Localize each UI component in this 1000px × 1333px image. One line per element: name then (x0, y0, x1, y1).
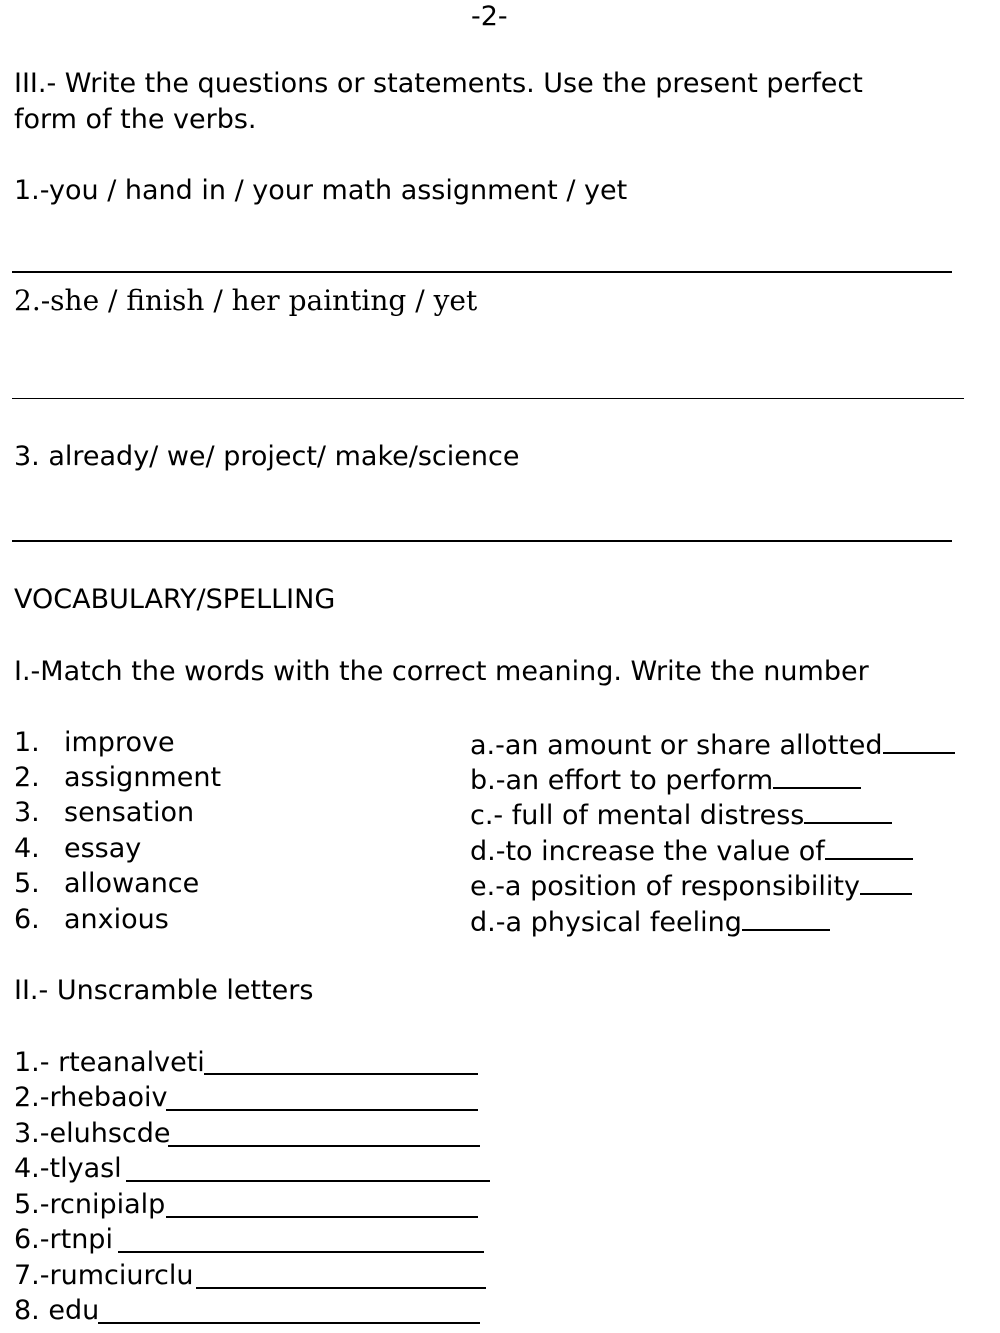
match-meaning-f: d.-a physical feeling (470, 903, 830, 940)
unscramble-item-2: 2.-rhebaoiv (14, 1082, 168, 1113)
unscramble-item-6: 6.-rtnpi (14, 1224, 113, 1255)
match-word-6: anxious (64, 904, 169, 935)
section3-heading-line1: III.- Write the questions or statements. Use the present perfect (14, 68, 863, 99)
unscramble-item-3: 3.-eluhscde (14, 1118, 171, 1149)
answer-line-1[interactable] (12, 271, 952, 273)
answer-line-2[interactable] (12, 398, 964, 399)
vocabulary-title: VOCABULARY/SPELLING (14, 584, 336, 615)
match-word-num-1: 1. (14, 727, 40, 758)
match-word-num-2: 2. (14, 762, 40, 793)
unscramble-blank-1[interactable] (204, 1073, 478, 1075)
unscramble-blank-5[interactable] (166, 1216, 478, 1218)
unscramble-item-7: 7.-rumciurclu (14, 1260, 194, 1291)
answer-line-3[interactable] (12, 540, 952, 542)
match-word-4: essay (64, 833, 142, 864)
question-item-2: 2.-she / finish / her painting / yet (14, 284, 478, 317)
question-item-3: 3. already/ we/ project/ make/science (14, 441, 520, 472)
match-word-3: sensation (64, 797, 195, 828)
unscramble-heading: II.- Unscramble letters (14, 975, 314, 1006)
section3-heading-line2: form of the verbs. (14, 104, 257, 135)
match-word-2: assignment (64, 762, 222, 793)
match-word-num-4: 4. (14, 833, 40, 864)
match-meaning-b: b.-an effort to perform (470, 761, 861, 798)
page-number: -2- (471, 1, 508, 32)
unscramble-blank-3[interactable] (168, 1145, 480, 1147)
match-word-1: improve (64, 727, 175, 758)
match-meaning-a: a.-an amount or share allotted (470, 726, 955, 763)
match-blank-b[interactable] (773, 761, 861, 789)
question-item-1: 1.-you / hand in / your math assignment / yet (14, 175, 628, 206)
match-word-num-5: 5. (14, 868, 40, 899)
unscramble-item-8: 8. edu (14, 1295, 100, 1326)
match-meaning-d: d.-to increase the value of (470, 832, 913, 869)
unscramble-blank-7[interactable] (196, 1287, 486, 1289)
unscramble-item-1: 1.- rteanalveti (14, 1047, 205, 1078)
unscramble-blank-6[interactable] (118, 1251, 484, 1253)
match-blank-a[interactable] (883, 726, 955, 754)
unscramble-item-5: 5.-rcnipialp (14, 1189, 166, 1220)
match-blank-c[interactable] (804, 796, 892, 824)
match-blank-e[interactable] (860, 867, 912, 895)
match-meaning-e: e.-a position of responsibility (470, 867, 912, 904)
match-blank-d[interactable] (825, 832, 913, 860)
match-word-num-3: 3. (14, 797, 40, 828)
match-blank-f[interactable] (742, 903, 830, 931)
unscramble-item-4: 4.-tlyasl (14, 1153, 122, 1184)
unscramble-blank-4[interactable] (126, 1180, 490, 1182)
match-heading: I.-Match the words with the correct meaning. Write the number (14, 656, 869, 687)
match-word-num-6: 6. (14, 904, 40, 935)
match-word-5: allowance (64, 868, 200, 899)
match-meaning-c: c.- full of mental distress (470, 796, 892, 833)
unscramble-blank-2[interactable] (166, 1109, 478, 1111)
unscramble-blank-8[interactable] (98, 1322, 480, 1324)
